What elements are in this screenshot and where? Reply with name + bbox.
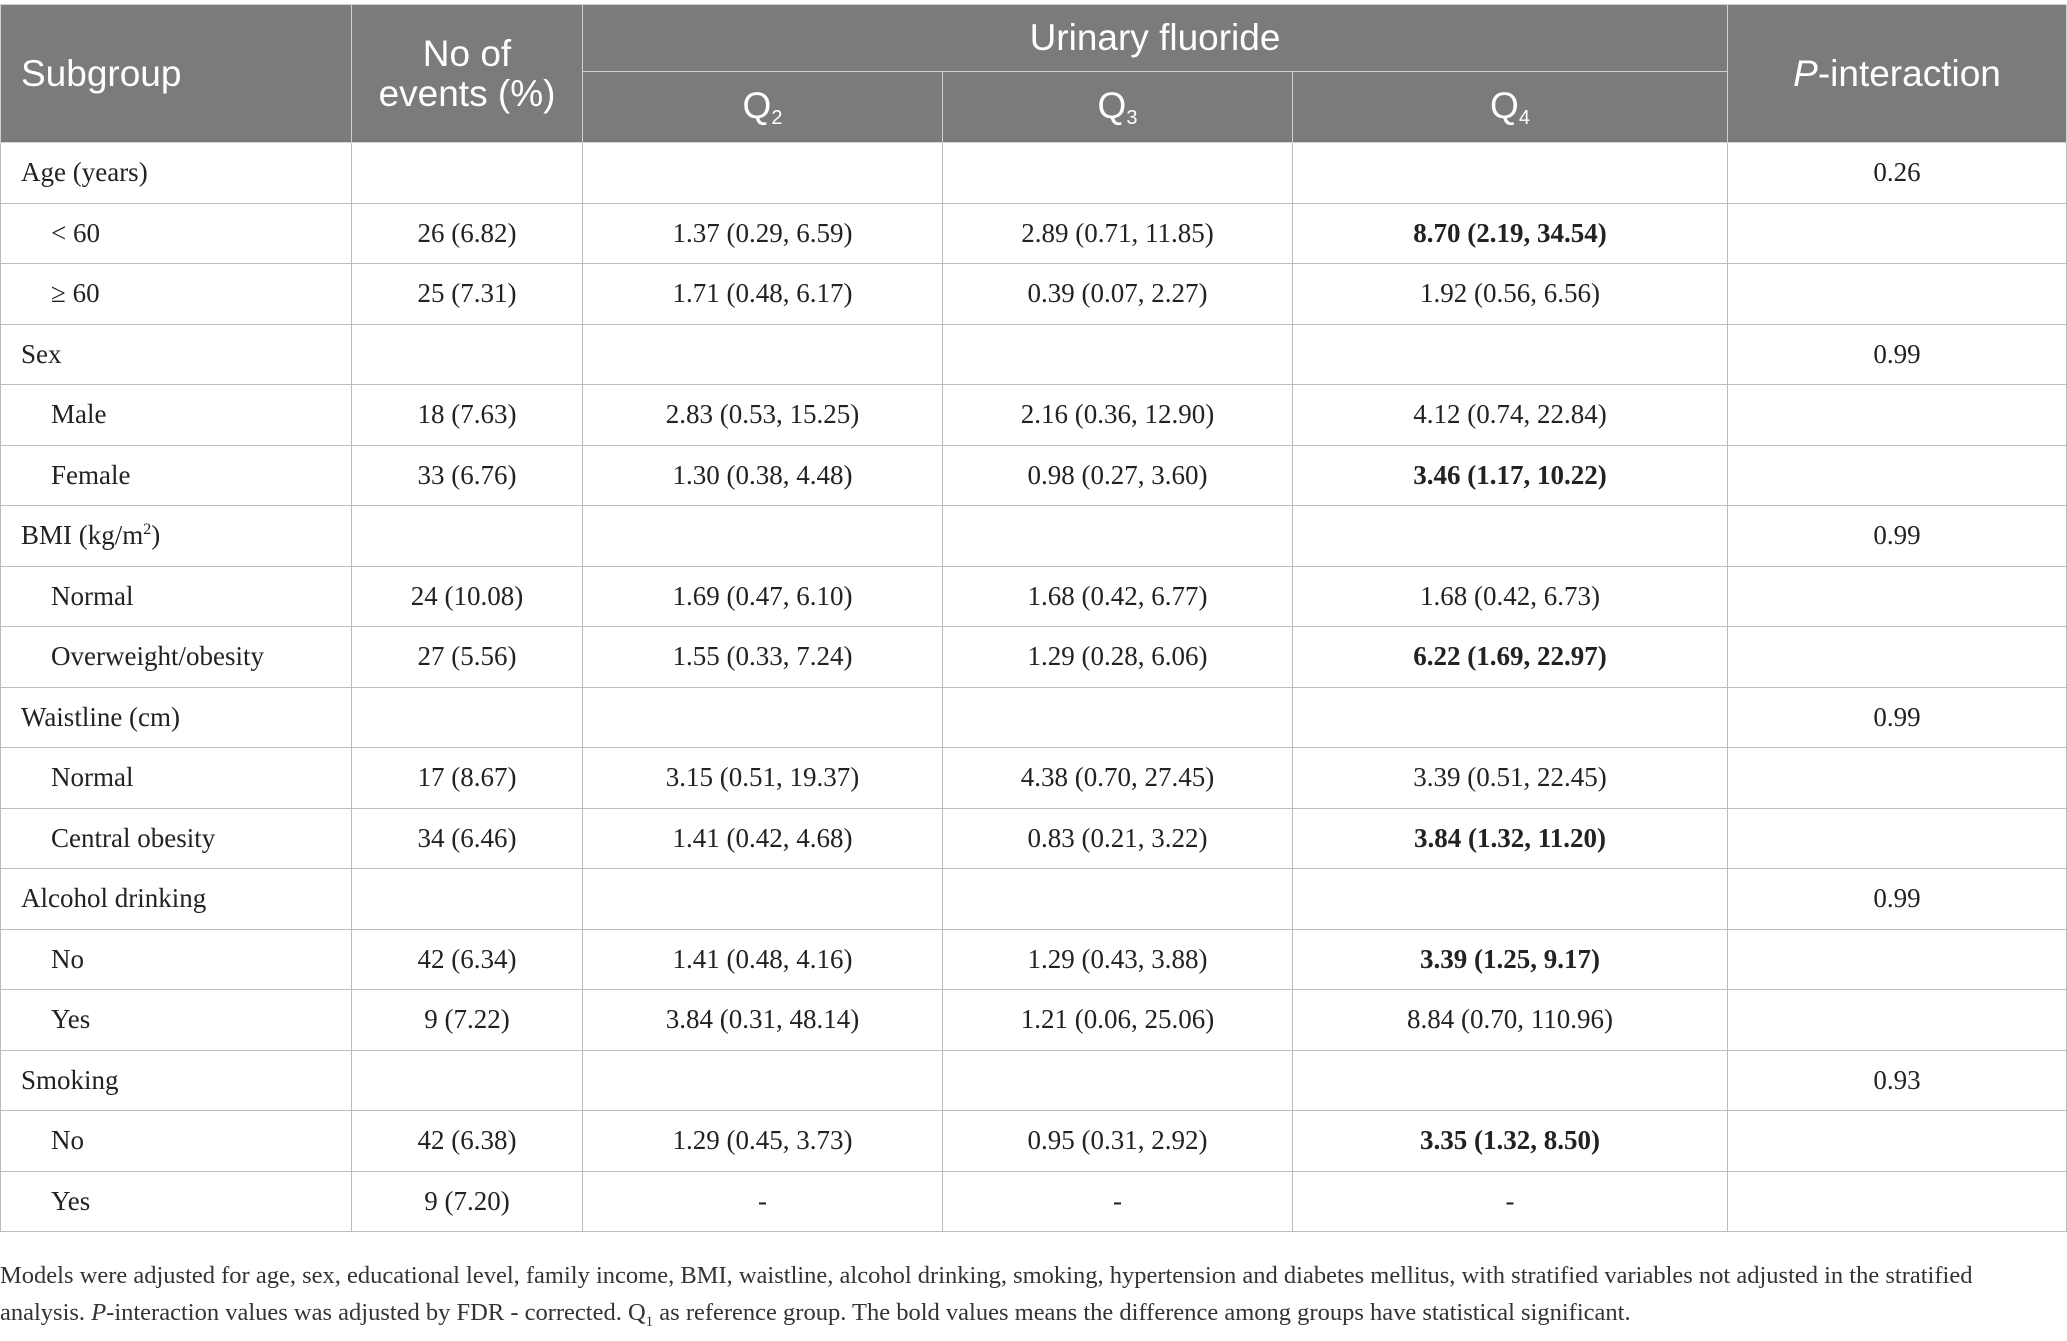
q2-cell: 3.84 (0.31, 48.14) [583,990,943,1051]
empty-cell [1293,506,1728,567]
q4-cell: 3.35 (1.32, 8.50) [1293,1111,1728,1172]
empty-cell [1728,929,2067,990]
table-row [1,1171,2067,1232]
header-subgroup: Subgroup [1,5,352,143]
group-label-text: BMI (kg/m [21,520,144,551]
empty-cell [1728,808,2067,869]
group-row-age [1,143,2067,204]
group-label-sup: 2 [143,521,152,539]
empty-cell [1728,990,2067,1051]
table-row [1,808,2067,869]
row-label: Central obesity [1,808,352,869]
header-no-events [352,5,583,143]
table-header [1,5,2067,143]
empty-cell [1293,687,1728,748]
empty-cell [943,869,1293,930]
events-cell: 42 (6.34) [352,929,583,990]
q2-cell: 2.83 (0.53, 15.25) [583,385,943,446]
events-cell: 34 (6.46) [352,808,583,869]
row-label: No [1,1111,352,1172]
table-row [1,566,2067,627]
q4-cell: 1.92 (0.56, 6.56) [1293,264,1728,325]
q4-cell: 1.68 (0.42, 6.73) [1293,566,1728,627]
table-body [1,143,2067,1232]
q4-cell: 6.22 (1.69, 22.97) [1293,627,1728,688]
q2-cell: 1.41 (0.42, 4.68) [583,808,943,869]
q3-cell: 1.29 (0.28, 6.06) [943,627,1293,688]
events-cell: 24 (10.08) [352,566,583,627]
group-row-smoking [1,1050,2067,1111]
table-row [1,445,2067,506]
q3-cell: 0.95 (0.31, 2.92) [943,1111,1293,1172]
empty-cell [583,506,943,567]
empty-cell [1728,385,2067,446]
empty-cell [583,869,943,930]
q4-cell: 8.70 (2.19, 34.54) [1293,203,1728,264]
events-cell: 27 (5.56) [352,627,583,688]
empty-cell [352,869,583,930]
p-interaction-value: 0.99 [1728,506,2067,567]
q3-cell: 1.68 (0.42, 6.77) [943,566,1293,627]
q2-cell: 1.55 (0.33, 7.24) [583,627,943,688]
table-row [1,627,2067,688]
header-q2 [583,72,943,143]
row-label: No [1,929,352,990]
empty-cell [943,687,1293,748]
q2-cell: - [583,1171,943,1232]
q2-cell: 1.30 (0.38, 4.48) [583,445,943,506]
header-q3 [943,72,1293,143]
row-label: Female [1,445,352,506]
empty-cell [1293,143,1728,204]
table-row [1,748,2067,809]
empty-cell [1728,627,2067,688]
header-q4-sub: 4 [1518,106,1530,129]
q2-cell: 1.41 (0.48, 4.16) [583,929,943,990]
q4-cell: 8.84 (0.70, 110.96) [1293,990,1728,1051]
table-footnote [0,1257,2060,1341]
table-row [1,929,2067,990]
footnote-text-2: -interaction values was adjusted by FDR - corrected. Q [106,1299,646,1326]
empty-cell [583,687,943,748]
header-p-interaction [1728,5,2067,143]
table-row [1,203,2067,264]
header-q2-letter: Q [742,84,772,126]
empty-cell [1728,566,2067,627]
table-row [1,385,2067,446]
q2-cell: 1.69 (0.47, 6.10) [583,566,943,627]
empty-cell [352,1050,583,1111]
header-q4-letter: Q [1490,84,1519,126]
events-cell: 9 (7.22) [352,990,583,1051]
q3-cell: 0.98 (0.27, 3.60) [943,445,1293,506]
empty-cell [583,1050,943,1111]
header-p-italic: P [1793,52,1818,94]
header-urinary-fluoride: Urinary fluoride [583,5,1728,72]
empty-cell [943,143,1293,204]
p-interaction-value: 0.93 [1728,1050,2067,1111]
table-row [1,264,2067,325]
q4-cell: 3.46 (1.17, 10.22) [1293,445,1728,506]
q3-cell: 4.38 (0.70, 27.45) [943,748,1293,809]
q3-cell: 2.16 (0.36, 12.90) [943,385,1293,446]
group-label: Age (years) [1,143,352,204]
empty-cell [943,506,1293,567]
empty-cell [352,324,583,385]
q3-cell: 1.29 (0.43, 3.88) [943,929,1293,990]
group-label: Smoking [1,1050,352,1111]
empty-cell [1728,264,2067,325]
empty-cell [352,143,583,204]
empty-cell [1728,748,2067,809]
q3-cell: - [943,1171,1293,1232]
group-label: Sex [1,324,352,385]
p-interaction-value: 0.99 [1728,324,2067,385]
footnote-text-3: as reference group. The bold values means the difference among groups have statistical significant. [653,1299,1631,1326]
subgroup-analysis-table [0,4,2067,1232]
row-label: Overweight/obesity [1,627,352,688]
group-label-end: ) [151,520,161,551]
row-label: Normal [1,748,352,809]
header-p-rest: -interaction [1817,52,2001,94]
table-row [1,990,2067,1051]
group-label: Alcohol drinking [1,869,352,930]
header-q3-letter: Q [1097,84,1127,126]
events-cell: 17 (8.67) [352,748,583,809]
empty-cell [583,324,943,385]
empty-cell [1293,324,1728,385]
q2-cell: 3.15 (0.51, 19.37) [583,748,943,809]
empty-cell [1728,445,2067,506]
q3-cell: 0.39 (0.07, 2.27) [943,264,1293,325]
row-label: Yes [1,1171,352,1232]
q2-cell: 1.37 (0.29, 6.59) [583,203,943,264]
events-cell: 33 (6.76) [352,445,583,506]
empty-cell [943,1050,1293,1111]
row-label: Yes [1,990,352,1051]
empty-cell [1728,203,2067,264]
q3-cell: 1.21 (0.06, 25.06) [943,990,1293,1051]
group-row-bmi [1,506,2067,567]
events-cell: 25 (7.31) [352,264,583,325]
empty-cell [1293,869,1728,930]
events-cell: 18 (7.63) [352,385,583,446]
group-row-sex [1,324,2067,385]
footnote-text-1: Models were adjusted for age, sex, educational level, family income, BMI, waistline, alcohol drinking, smoking, hypertension and diabetes mellitus, with stratified variables not adjusted in the stratified analysis. [0,1262,1973,1326]
q3-cell: 0.83 (0.21, 3.22) [943,808,1293,869]
empty-cell [943,324,1293,385]
group-row-alcohol [1,869,2067,930]
header-q4 [1293,72,1728,143]
header-q2-sub: 2 [771,106,783,129]
footnote-p-italic: P [91,1299,107,1326]
empty-cell [583,143,943,204]
p-interaction-value: 0.26 [1728,143,2067,204]
row-label: < 60 [1,203,352,264]
table-row [1,1111,2067,1172]
row-label: Male [1,385,352,446]
q4-cell: 3.39 (0.51, 22.45) [1293,748,1728,809]
empty-cell [352,506,583,567]
q4-cell: 4.12 (0.74, 22.84) [1293,385,1728,446]
row-label: Normal [1,566,352,627]
header-q3-sub: 3 [1126,106,1138,129]
q2-cell: 1.29 (0.45, 3.73) [583,1111,943,1172]
q4-cell: - [1293,1171,1728,1232]
header-no-events-label: No of events (%) [378,32,556,114]
events-cell: 42 (6.38) [352,1111,583,1172]
empty-cell [1728,1171,2067,1232]
p-interaction-value: 0.99 [1728,869,2067,930]
empty-cell [352,687,583,748]
events-cell: 26 (6.82) [352,203,583,264]
footnote-q1-sub: 1 [645,1313,654,1330]
p-interaction-value: 0.99 [1728,687,2067,748]
events-cell: 9 (7.20) [352,1171,583,1232]
empty-cell [1728,1111,2067,1172]
row-label: ≥ 60 [1,264,352,325]
group-label: Waistline (cm) [1,687,352,748]
group-row-waistline [1,687,2067,748]
q2-cell: 1.71 (0.48, 6.17) [583,264,943,325]
group-label [1,506,352,567]
q3-cell: 2.89 (0.71, 11.85) [943,203,1293,264]
empty-cell [1293,1050,1728,1111]
q4-cell: 3.39 (1.25, 9.17) [1293,929,1728,990]
q4-cell: 3.84 (1.32, 11.20) [1293,808,1728,869]
table-container [0,4,2067,1232]
